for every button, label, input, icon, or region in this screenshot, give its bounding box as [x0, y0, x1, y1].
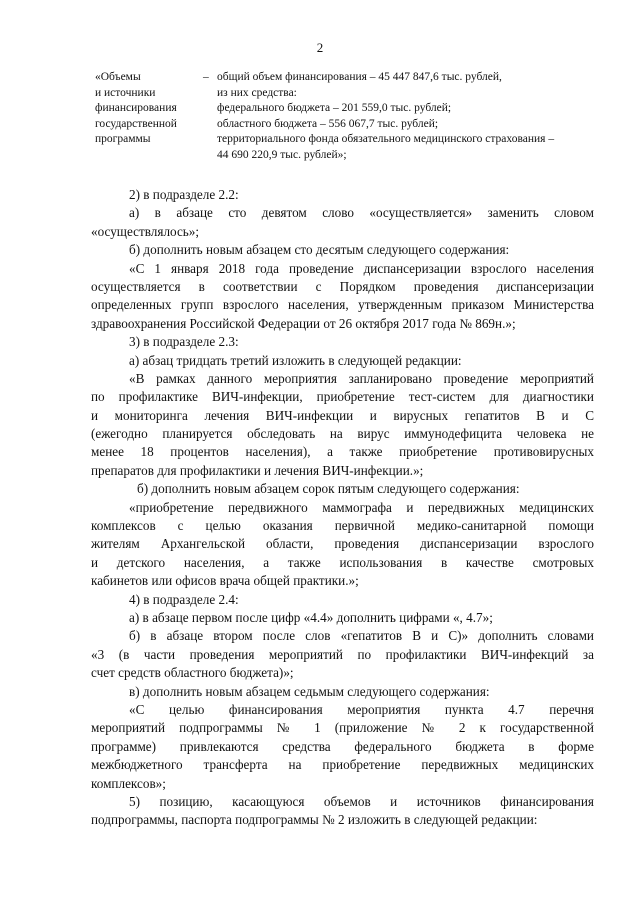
table-right-line: областного бюджета – 556 067,7 тыс. рублей; [217, 117, 439, 130]
table-dash: – [203, 71, 209, 83]
text-line: б) дополнить новым абзацем сорок пятым следующего содержания: [137, 481, 520, 497]
text-line: «С целью финансирования мероприятия пункта 4.7 перечня [129, 701, 594, 717]
text-line: комплексов»; [91, 775, 166, 791]
text-line: препаратов для профилактики и лечения ВИЧ-инфекции.»; [91, 462, 424, 478]
text-line: «осуществлялось»; [91, 223, 200, 239]
table-left-line: программы [95, 133, 151, 145]
table-left-line: и источники [95, 86, 156, 99]
text-line: 3) в подразделе 2.3: [129, 334, 239, 350]
text-line: по профилактике ВИЧ-инфекции, приобретение тест-систем для диагностики [91, 389, 594, 405]
text-line: «приобретение передвижного маммографа и передвижных медицинских [129, 499, 594, 515]
text-line: здравоохранения Российской Федерации от 26 октября 2017 года № 869н.»; [91, 315, 516, 331]
text-line: 5) позицию, касающуюся объемов и источников финансирования [129, 793, 594, 809]
table-right-column [217, 70, 575, 163]
table-left-line: государственной [95, 117, 177, 130]
document-body [91, 186, 594, 830]
table-right-line: из них средства: [217, 86, 297, 99]
text-line: комплексов с целью оказания первичной медико-санитарной помощи [91, 518, 594, 534]
text-line: «В рамках данного мероприятия запланировано проведение мероприятий [129, 370, 594, 386]
text-line: б) дополнить новым абзацем сто десятым следующего содержания: [129, 242, 510, 258]
table-left-line: финансирования [95, 102, 177, 114]
text-line: осуществляется в соответствии с Порядком проведения диспансеризации [91, 278, 594, 294]
text-line: менее 18 процентов населения), а также приобретение противовирусных [91, 444, 594, 460]
text-line: кабинетов или офисов врача общей практики.»; [91, 573, 359, 589]
text-line: и мониторинга лечения ВИЧ-инфекции и вирусных гепатитов В и С [91, 407, 594, 423]
text-line: 2) в подразделе 2.2: [129, 187, 239, 202]
text-line: (ежегодно планируется обследовать на вирус иммунодефицита человека не [91, 426, 594, 442]
text-line: «3 (в части проведения мероприятий по профилактики ВИЧ-инфекций за [91, 646, 594, 662]
text-line: а) абзац тридцать третий изложить в следующей редакции: [129, 352, 462, 368]
text-line: 4) в подразделе 2.4: [129, 591, 239, 607]
table-left-column [95, 70, 195, 148]
text-line: мероприятий подпрограммы № 1 (приложение № 2 к государственной [91, 720, 594, 736]
table-right-line: общий объем финансирования – 45 447 847,6 тыс. рублей, [217, 71, 502, 83]
text-line: в) дополнить новым абзацем седьмым следующего содержания: [129, 683, 490, 699]
text-line: подпрограммы, паспорта подпрограммы № 2 изложить в следующей редакции: [91, 812, 538, 828]
table-right-line: федерального бюджета – 201 559,0 тыс. рублей; [217, 102, 452, 114]
text-line: межбюджетного трансферта на приобретение передвижных медицинских [91, 757, 594, 773]
text-line: а) в абзаце сто девятом слово «осуществляется» заменить словом [129, 205, 594, 221]
text-line: а) в абзаце первом после цифр «4.4» дополнить цифрами «, 4.7»; [129, 609, 493, 625]
page-number: 2 [316, 40, 324, 55]
text-line: и детского населения, а также использования в качестве смотровых [91, 554, 594, 570]
text-line: б) в абзаце втором после слов «гепатитов В и С)» дополнить словами [129, 628, 594, 644]
table-right-line: территориального фонда обязательного медицинского страхования – [217, 133, 555, 145]
table-left-line: «Объемы [95, 71, 141, 83]
text-line: счет средств областного бюджета)»; [91, 665, 294, 681]
text-line: определенных групп взрослого населения, утвержденным приказом Министерства [91, 297, 594, 313]
table-right-line: 44 690 220,9 тыс. рублей»; [217, 148, 347, 161]
text-line: «С 1 января 2018 года проведение диспансеризации взрослого населения [129, 260, 594, 276]
text-line: программе) привлекаются средства федерального бюджета в форме [91, 738, 594, 754]
text-line: жителям Архангельской области, проведения диспансеризации взрослого [91, 536, 594, 552]
